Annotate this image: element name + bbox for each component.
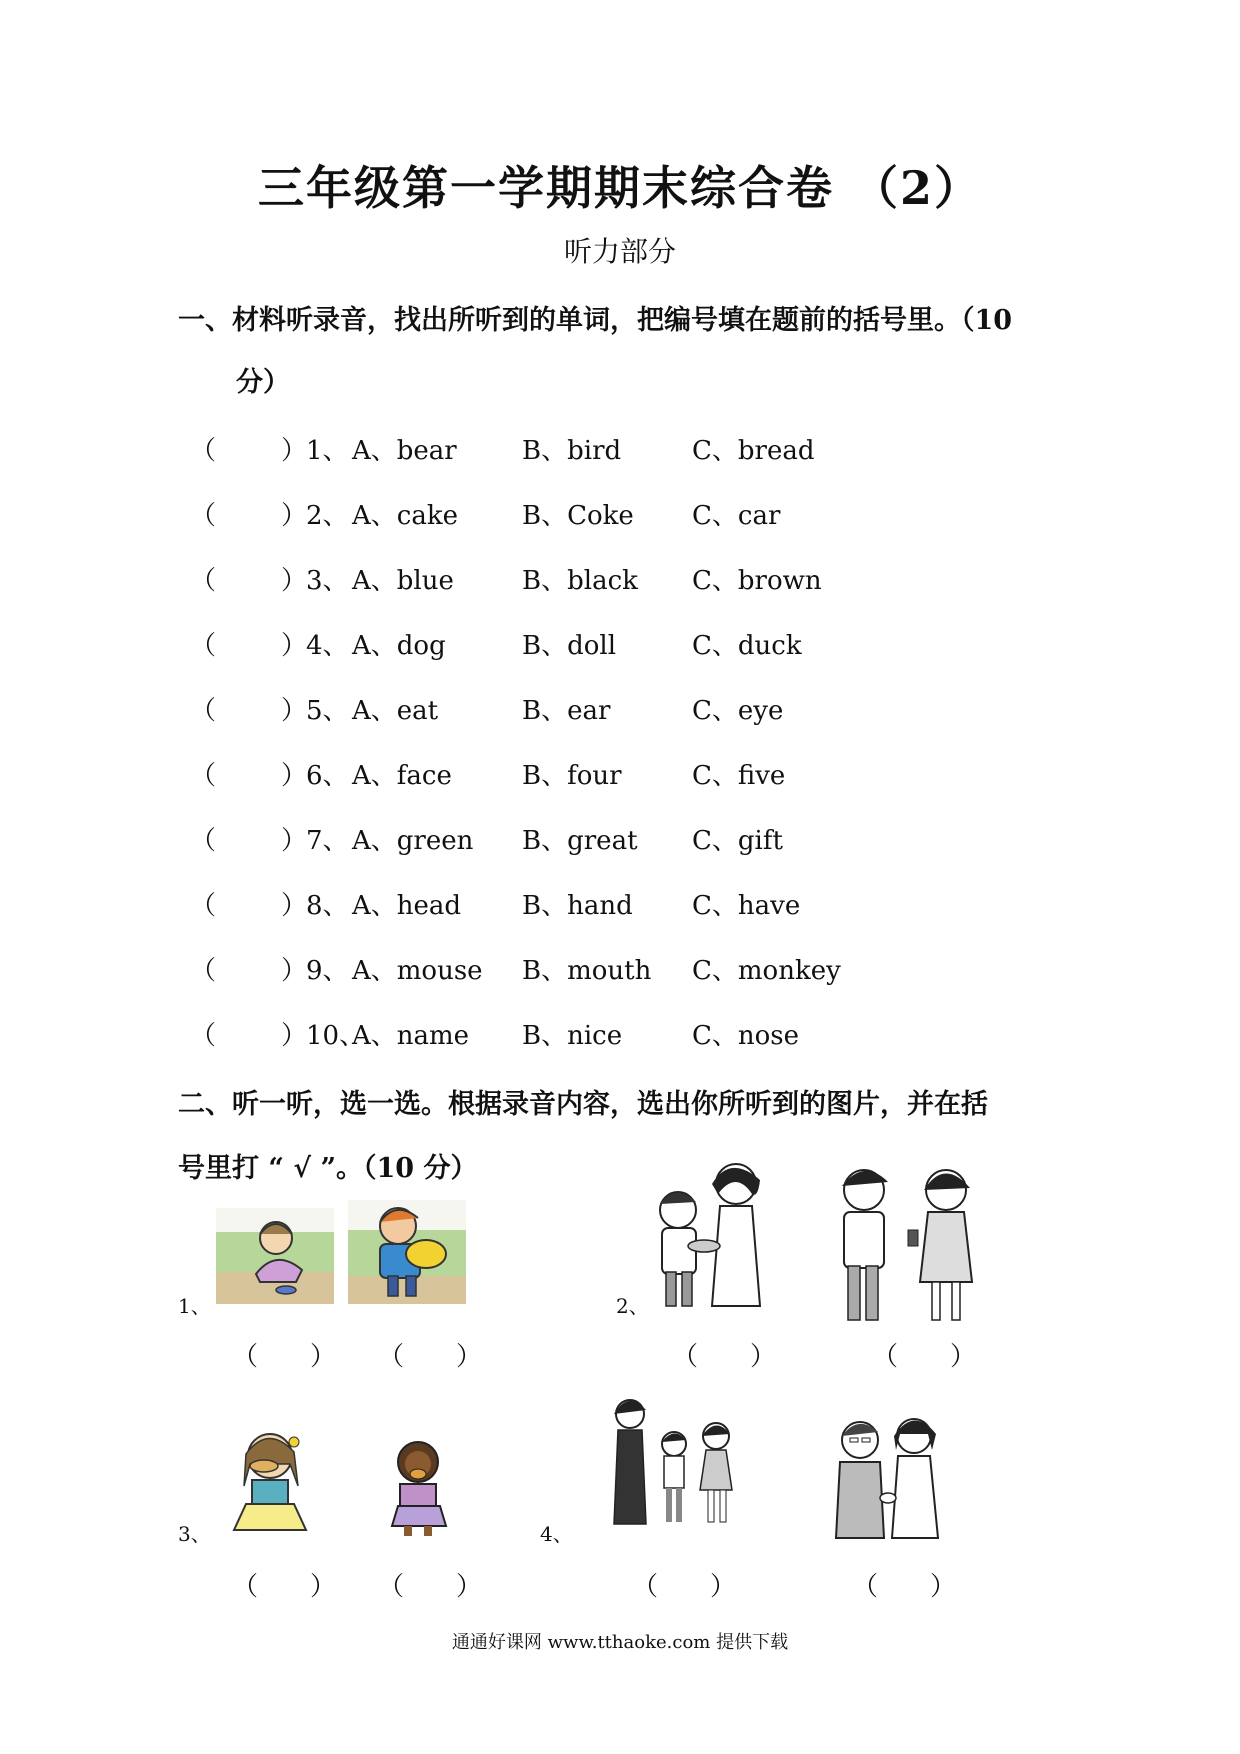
answer-right-paren: ） [281,826,308,856]
picture-group-3-label: 3、 [178,1522,211,1546]
question-number: 8、 [306,891,349,921]
answer-right-paren: ） [281,761,308,791]
answer-right-paren: ） [281,501,308,531]
answer-right-paren: ） [281,891,308,921]
option-c: C、have [692,891,801,921]
option-a: A、head [352,891,462,921]
option-b: B、great [522,826,638,856]
question-number: 7、 [306,826,349,856]
answer-left-paren[interactable]: （ [190,696,217,726]
option-b: B、bird [522,436,622,466]
option-b: B、Coke [522,501,634,531]
man-and-woman-shaking-hands-picture [828,1410,946,1540]
answer-right-paren: ） [281,566,308,596]
answer-left-paren[interactable]: （ [190,1021,217,1051]
option-c: C、gift [692,826,783,856]
answer-right-paren: ） [281,436,308,466]
option-a: A、dog [352,631,446,661]
option-a: A、blue [352,566,454,596]
answer-left-paren[interactable]: （ [190,891,217,921]
question-number: 5、 [306,696,349,726]
answer-right-paren: ） [281,696,308,726]
question-number: 2、 [306,501,349,531]
question-number: 3、 [306,566,349,596]
option-c: C、brown [692,566,822,596]
woman-and-two-children-picture [606,1392,746,1528]
answer-blank[interactable]: （ ） [378,1572,483,1602]
girl-eating-picture [216,1424,324,1536]
option-a: A、bear [352,436,457,466]
question-number: 1、 [306,436,349,466]
option-b: B、nice [522,1021,623,1051]
option-a: A、cake [352,501,458,531]
option-c: C、monkey [692,956,841,986]
answer-right-paren: ） [281,1021,308,1051]
girl-tying-shoe-picture [216,1208,334,1304]
answer-left-paren[interactable]: （ [190,761,217,791]
answer-blank[interactable]: （ ） [232,1342,337,1372]
option-a: A、eat [352,696,439,726]
boy-and-girl-with-cola-picture [820,1154,990,1324]
option-c: C、eye [692,696,784,726]
option-c: C、duck [692,631,802,661]
answer-left-paren[interactable]: （ [190,436,217,466]
woman-giving-cake-to-boy-picture [640,1154,780,1310]
question-number: 9、 [306,956,349,986]
answer-left-paren[interactable]: （ [190,631,217,661]
question-number: 6、 [306,761,349,791]
answer-right-paren: ） [281,631,308,661]
section2-heading-line2: 号里打 “ √ ”。（10 分） [178,1153,478,1184]
option-b: B、doll [522,631,617,661]
section2-heading-line1: 二、听一听，选一选。根据录音内容，选出你所听到的图片，并在括 [178,1089,988,1120]
section1-heading-line1: 一、材料听录音，找出所听到的单词，把编号填在题前的括号里。（10 [178,305,1013,336]
option-a: A、mouse [352,956,483,986]
question-number: 10、 [306,1021,366,1051]
option-a: A、name [352,1021,470,1051]
option-c: C、bread [692,436,815,466]
answer-left-paren[interactable]: （ [190,956,217,986]
option-b: B、four [522,761,622,791]
answer-blank[interactable]: （ ） [672,1342,777,1372]
option-c: C、nose [692,1021,800,1051]
question-number: 4、 [306,631,349,661]
option-b: B、black [522,566,638,596]
picture-group-2-label: 2、 [616,1294,649,1318]
picture-group-1-label: 1、 [178,1294,211,1318]
answer-right-paren: ） [281,956,308,986]
option-a: A、green [352,826,474,856]
answer-blank[interactable]: （ ） [872,1342,977,1372]
option-c: C、car [692,501,781,531]
answer-blank[interactable]: （ ） [232,1572,337,1602]
boy-with-bag-picture [348,1200,466,1304]
page-subtitle: 听力部分 [563,235,676,268]
picture-group-4-label: 4、 [540,1522,573,1546]
answer-blank[interactable]: （ ） [632,1572,737,1602]
answer-left-paren[interactable]: （ [190,566,217,596]
answer-blank[interactable]: （ ） [852,1572,957,1602]
option-b: B、mouth [522,956,652,986]
option-b: B、ear [522,696,611,726]
answer-blank[interactable]: （ ） [378,1342,483,1372]
footer-download-note: 通通好课网 www.tthaoke.com 提供下载 [451,1632,789,1653]
section1-heading-line2: 分） [236,367,290,398]
option-b: B、hand [522,891,633,921]
girl-eating-bread-picture [376,1434,462,1538]
answer-left-paren[interactable]: （ [190,501,217,531]
answer-left-paren[interactable]: （ [190,826,217,856]
option-a: A、face [352,761,452,791]
page-title: 三年级第一学期期末综合卷 （2） [257,161,983,215]
option-c: C、five [692,761,786,791]
